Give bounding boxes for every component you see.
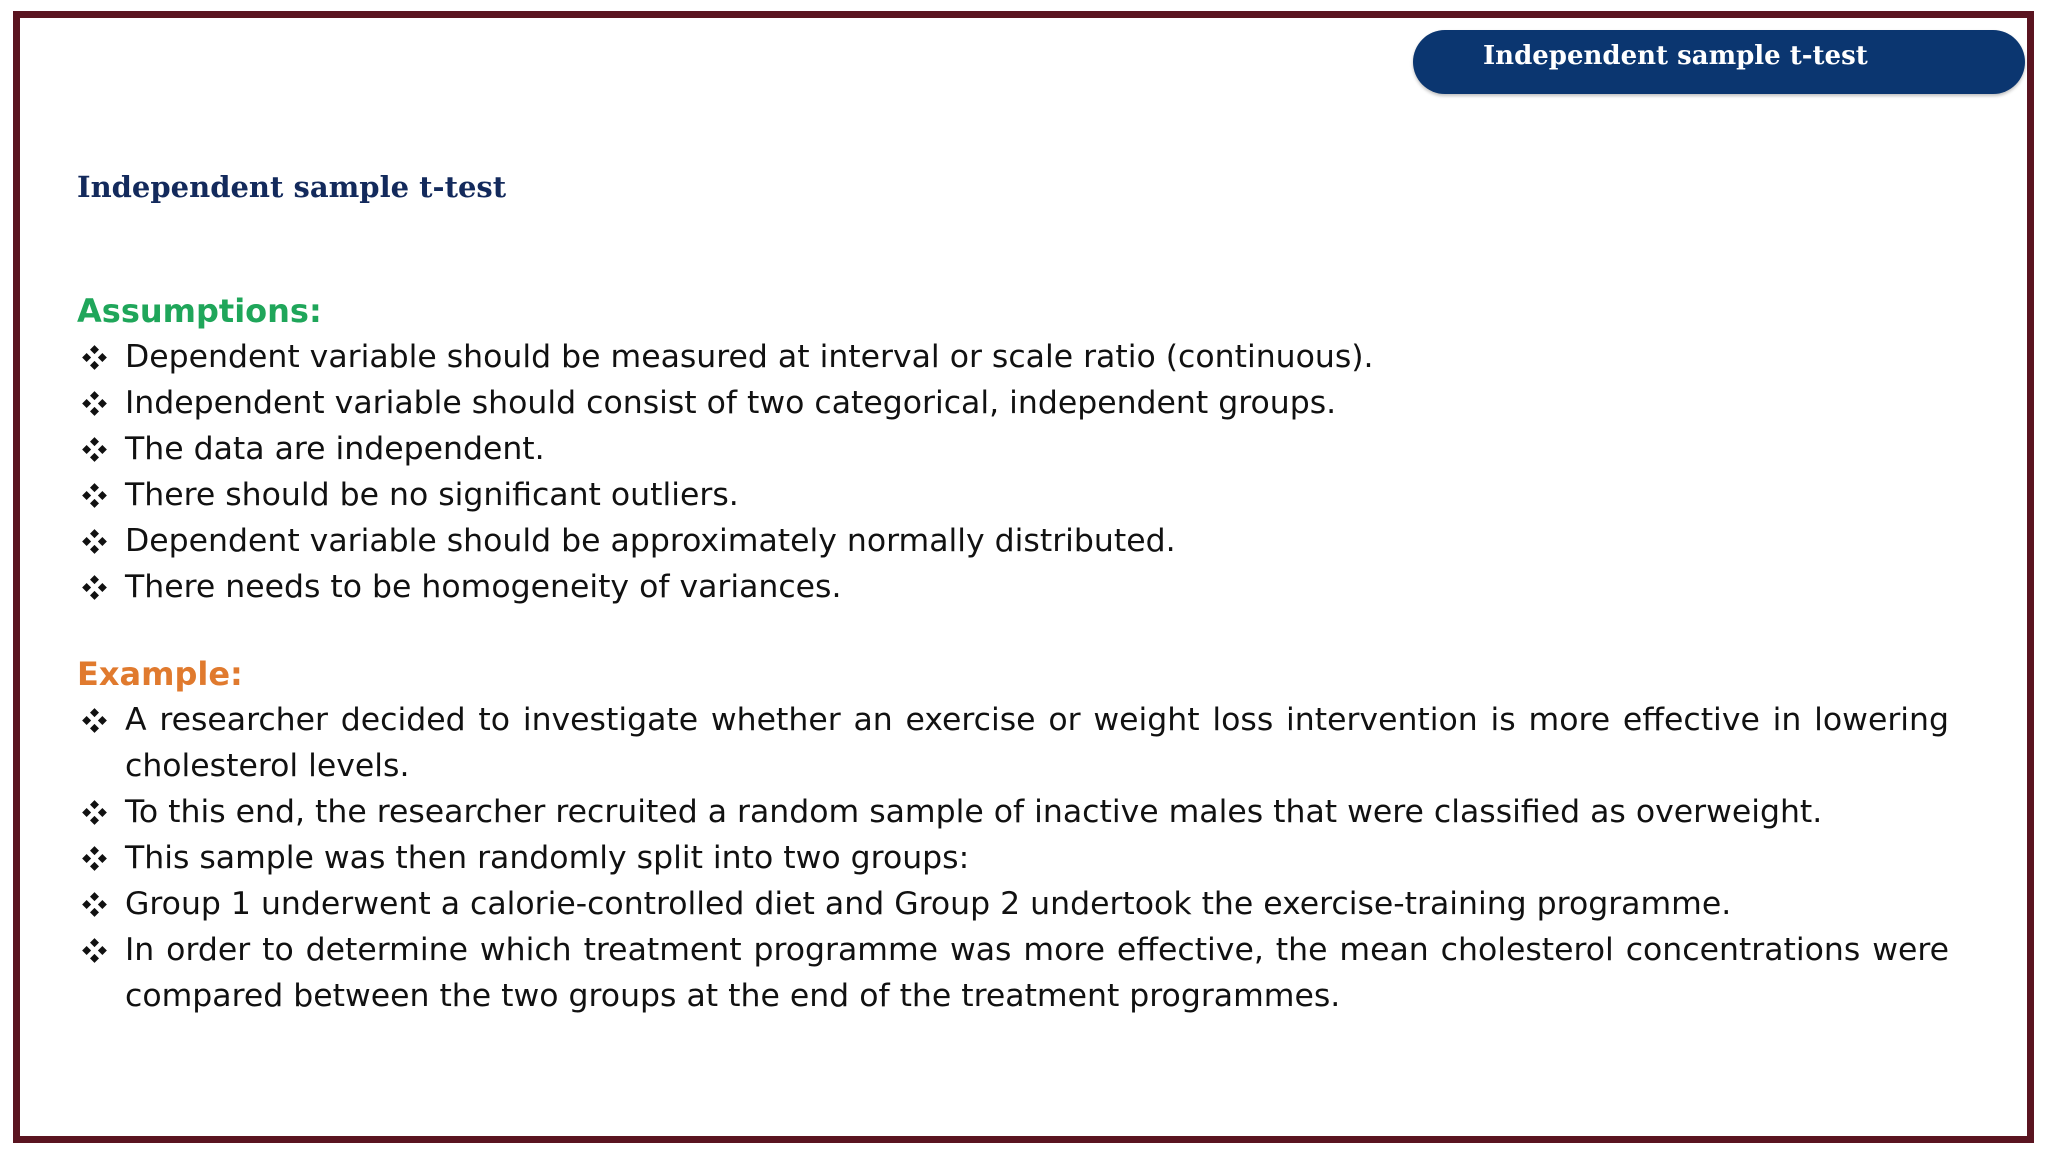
bullet-item bbox=[77, 472, 1949, 518]
bullet-item bbox=[77, 518, 1949, 564]
four-diamond-bullet-icon bbox=[77, 380, 111, 426]
assumptions-list bbox=[77, 334, 1949, 610]
header-pill bbox=[1413, 30, 2025, 94]
example-heading: Example: bbox=[77, 655, 243, 693]
page-title: Independent sample t-test bbox=[77, 170, 507, 204]
bullet-text: There should be no significant outliers. bbox=[125, 477, 739, 513]
four-diamond-bullet-icon bbox=[77, 518, 111, 564]
four-diamond-bullet-icon bbox=[77, 835, 111, 881]
header-pill-label: Independent sample t-test bbox=[1483, 41, 1868, 71]
bullet-text: Independent variable should consist of two categorical, independent groups. bbox=[125, 385, 1337, 421]
four-diamond-bullet-icon bbox=[77, 334, 111, 380]
bullet-item bbox=[77, 697, 1949, 789]
bullet-text: Group 1 underwent a calorie-controlled diet and Group 2 undertook the exercise-training programme. bbox=[125, 886, 1732, 922]
bullet-item bbox=[77, 426, 1949, 472]
bullet-item bbox=[77, 789, 1949, 835]
bullet-text: This sample was then randomly split into two groups: bbox=[125, 840, 970, 876]
bullet-text: A researcher decided to investigate whether an exercise or weight loss intervention is more effective in lowering cholesterol levels. bbox=[125, 702, 1949, 784]
bullet-text: There needs to be homogeneity of variances. bbox=[125, 569, 842, 605]
bullet-text: Dependent variable should be approximately normally distributed. bbox=[125, 523, 1176, 559]
bullet-text: To this end, the researcher recruited a random sample of inactive males that were classified as overweight. bbox=[125, 794, 1823, 830]
bullet-text: In order to determine which treatment programme was more effective, the mean cholesterol concentrations were compared between the two groups at the end of the treatment programmes. bbox=[125, 932, 1949, 1014]
four-diamond-bullet-icon bbox=[77, 564, 111, 610]
bullet-item bbox=[77, 881, 1949, 927]
assumptions-heading: Assumptions: bbox=[77, 292, 322, 330]
example-section bbox=[77, 651, 1949, 1019]
bullet-text: Dependent variable should be measured at interval or scale ratio (continuous). bbox=[125, 339, 1374, 375]
assumptions-section bbox=[77, 288, 1949, 610]
bullet-item bbox=[77, 927, 1949, 1019]
four-diamond-bullet-icon bbox=[77, 927, 111, 973]
four-diamond-bullet-icon bbox=[77, 881, 111, 927]
bullet-item bbox=[77, 564, 1949, 610]
example-list bbox=[77, 697, 1949, 1019]
four-diamond-bullet-icon bbox=[77, 789, 111, 835]
four-diamond-bullet-icon bbox=[77, 697, 111, 743]
bullet-item bbox=[77, 380, 1949, 426]
four-diamond-bullet-icon bbox=[77, 472, 111, 518]
bullet-item bbox=[77, 334, 1949, 380]
four-diamond-bullet-icon bbox=[77, 426, 111, 472]
bullet-item bbox=[77, 835, 1949, 881]
bullet-text: The data are independent. bbox=[125, 431, 545, 467]
